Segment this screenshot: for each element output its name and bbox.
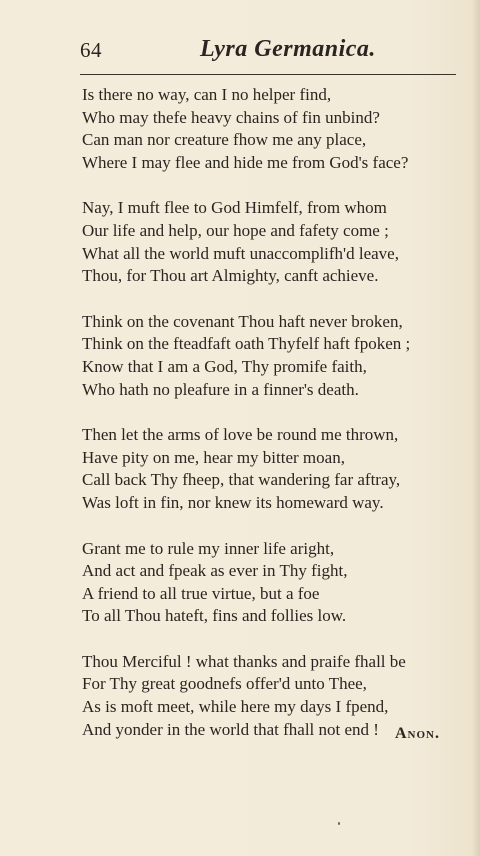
- verse-line: Thou Merciful ! what thanks and praife fhall be: [82, 651, 406, 671]
- verse-line: For Thy great goodnefs offer'd unto Thee,: [82, 674, 367, 694]
- verse-line: Nay, I muft flee to God Himfelf, from whom: [82, 198, 387, 218]
- stanza: [82, 424, 452, 514]
- verse-line: Call back Thy fheep, that wandering far aftray,: [82, 470, 401, 490]
- poem-body: [82, 84, 452, 764]
- verse-line: Grant me to rule my inner life aright,: [82, 538, 335, 558]
- verse-line: Thou, for Thou art Almighty, canft achieve.: [82, 266, 379, 286]
- verse-line: Then let the arms of love be round me thrown,: [82, 425, 399, 445]
- ink-speck: [338, 822, 340, 825]
- verse-line: A friend to all true virtue, but a foe: [82, 583, 320, 603]
- verse-line: Know that I am a God, Thy promife faith,: [82, 356, 367, 376]
- header-rule: [80, 74, 456, 75]
- verse-line: Our life and help, our hope and fafety come ;: [82, 220, 389, 240]
- verse-line: Think on the fteadfaft oath Thyfelf haft fpoken ;: [82, 334, 411, 354]
- verse-line: And act and fpeak as ever in Thy fight,: [82, 561, 348, 581]
- page-edge-shadow: [472, 0, 480, 856]
- page-number: 64: [80, 38, 102, 62]
- verse-line: Who hath no pleafure in a finner's death.: [82, 379, 359, 399]
- verse-line: Where I may flee and hide me from God's face?: [82, 152, 409, 172]
- verse-line: As is moft meet, while here my days I fpend,: [82, 697, 389, 717]
- stanza: [82, 311, 452, 401]
- verse-line: Is there no way, can I no helper find,: [82, 85, 332, 104]
- verse-line: Think on the covenant Thou haft never broken,: [82, 311, 403, 331]
- verse-line: Was loft in fin, nor knew its homeward way.: [82, 492, 384, 512]
- stanza: [82, 538, 452, 628]
- verse-line: Have pity on me, hear my bitter moan,: [82, 447, 345, 467]
- running-title: Lyra Germanica.: [200, 36, 376, 62]
- verse-line: What all the world muft unaccomplifh'd leave,: [82, 243, 399, 263]
- verse-line: Can man nor creature fhow me any place,: [82, 130, 367, 150]
- page-header: [80, 38, 460, 68]
- verse-line: And yonder in the world that fhall not end !: [82, 719, 379, 739]
- stanza: [82, 84, 452, 174]
- verse-line: Who may thefe heavy chains of fin unbind?: [82, 107, 380, 127]
- stanza: [82, 197, 452, 287]
- attribution: Anon.: [395, 725, 440, 742]
- verse-line: To all Thou hateft, fins and follies low.: [82, 606, 347, 626]
